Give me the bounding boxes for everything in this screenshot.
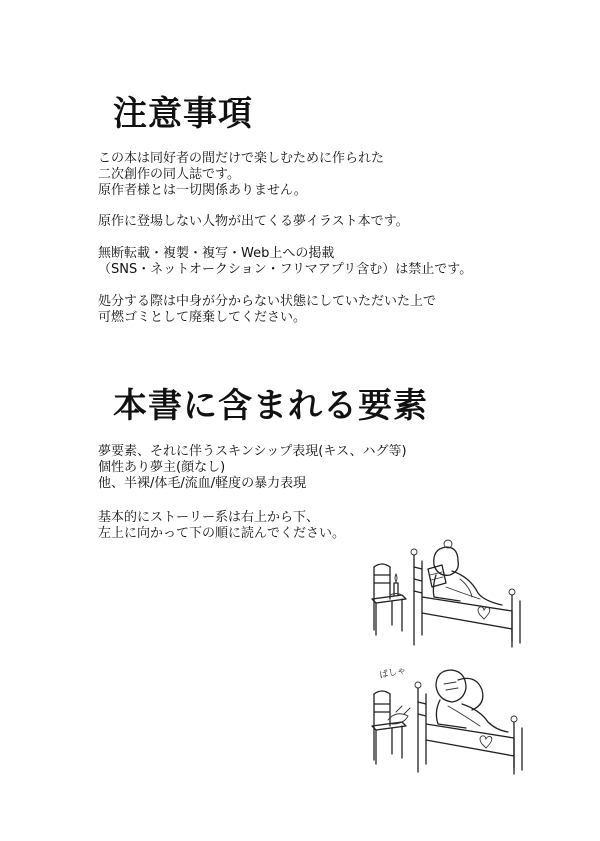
notice-paragraph-4: [98, 294, 436, 326]
text-line: 他、半裸/体毛/流血/軽度の暴力表現: [98, 476, 307, 491]
text-line: 原作者様とは一切関係ありません。: [98, 183, 307, 198]
figure-icon: [436, 670, 508, 732]
contents-paragraph-2: [98, 510, 345, 542]
bed-splash-illustration: [362, 660, 532, 780]
bed-icon: [415, 682, 522, 774]
text-line: 処分する際は中身が分からない状態にしていただいた上で: [98, 294, 437, 309]
text-line: 可燃ゴミとして廃棄してください。: [98, 310, 307, 325]
notice-title: 注意事項: [113, 94, 253, 134]
bed-reading-illustration: [362, 535, 532, 650]
bed-icon: [411, 549, 520, 647]
text-line: 二次創作の同人誌です。: [98, 167, 240, 182]
text-line: この本は同好者の間だけで楽しむために作られた: [98, 151, 385, 166]
text-line: 基本的にストーリー系は右上から下、: [98, 510, 320, 525]
text-line: 原作に登場しない人物が出てくる夢イラスト本です。: [98, 214, 409, 229]
text-line: 個性あり夢主(顔なし): [98, 460, 226, 475]
candle-icon: [390, 574, 402, 595]
text-line: 左上に向かって下の順に読んでください。: [98, 526, 346, 541]
notice-paragraph-2: [98, 214, 409, 230]
notice-paragraph-1: [98, 151, 384, 199]
text-line: （SNS・ネットオークション・フリマアプリ含む）は禁止です。: [98, 262, 473, 277]
contents-paragraph-1: [98, 444, 407, 492]
chair-icon: [372, 564, 406, 635]
text-line: 無断転載・複製・複写・Web上への掲載: [98, 246, 335, 261]
text-line: 夢要素、それに伴うスキンシップ表現(キス、ハグ等): [98, 444, 407, 459]
notice-paragraph-3: [98, 246, 472, 278]
contents-title: 本書に含まれる要素: [113, 386, 428, 426]
figure-icon: [428, 540, 502, 605]
spill-icon: [388, 706, 410, 724]
chair-icon: [372, 691, 406, 764]
sound-effect-text: ぱしゃ: [378, 665, 408, 681]
